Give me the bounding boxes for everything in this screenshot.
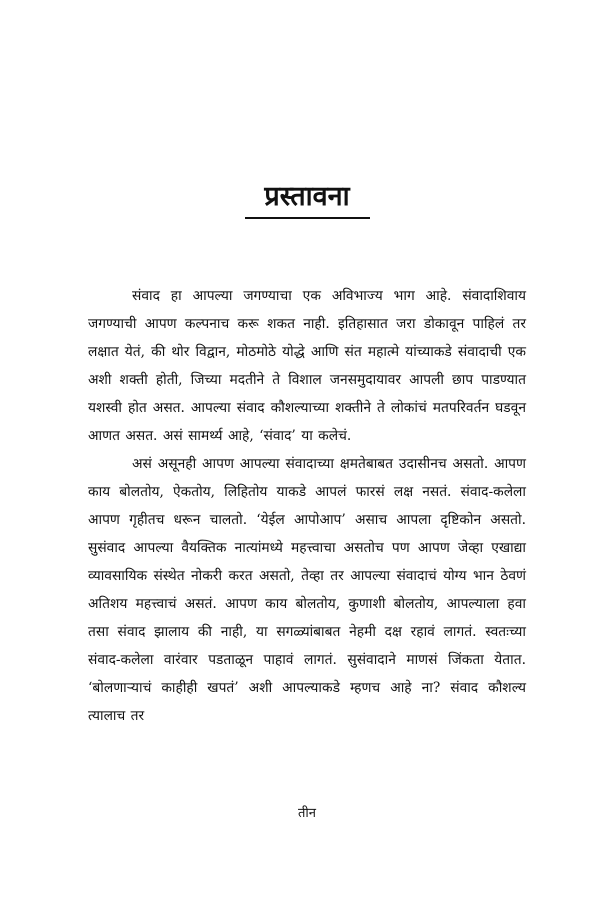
page-number: तीन (298, 806, 316, 821)
page-title: प्रस्तावना (264, 181, 350, 212)
body-text (88, 282, 526, 730)
title-underline (245, 217, 370, 219)
paragraph-2: असं असूनही आपण आपल्या संवादाच्या क्षमतेबाबत उदासीनच असतो. आपण काय बोलतोय, ऐकतोय, लिहितोय याकडे आपलं फारसं लक्ष नसतं. संवाद-कलेला आपण गृहीतच धरून चालतो. ‘येईल आपोआप’ असाच आपला दृष्टिकोन असतो. सुसंवाद आपल्या वैयक्तिक नात्यांमध्ये महत्त्वाचा असतोच पण आपण जेव्हा एखाद्या व्यावसायिक संस्थेत नोकरी करत असतो, तेव्हा तर आपल्या संवादाचं योग्य भान ठेवणं अतिशय महत्त्वाचं असतं. आपण काय बोलतोय, कुणाशी बोलतोय, आपल्याला हवा तसा संवाद झालाय की नाही, या सगळ्यांबाबत नेहमी दक्ष रहावं लागतं. स्वतःच्या संवाद-कलेला वारंवार पडताळून पाहावं लागतं. सुसंवादाने माणसं जिंकता येतात. ‘बोलणाऱ्याचं काहीही खपतं’ अशी आपल्याकडे म्हणच आहे ना? संवाद कौशल्य त्यालाच तर (88, 456, 526, 724)
paragraph-1: संवाद हा आपल्या जगण्याचा एक अविभाज्य भाग आहे. संवादाशिवाय जगण्याची आपण कल्पनाच करू शकत नाही. इतिहासात जरा डोकावून पाहिलं तर लक्षात येतं, की थोर विद्वान, मोठमोठे योद्धे आणि संत महात्मे यांच्याकडे संवादाची एक अशी शक्ती होती, जिच्या मदतीने ते विशाल जनसमुदायावर आपली छाप पाडण्यात यशस्वी होत असत. आपल्या संवाद कौशल्याच्या शक्तीने ते लोकांचं मतपरिवर्तन घडवून आणत असत. असं सामर्थ्य आहे, ‘संवाद’ या कलेचं. (88, 288, 526, 444)
